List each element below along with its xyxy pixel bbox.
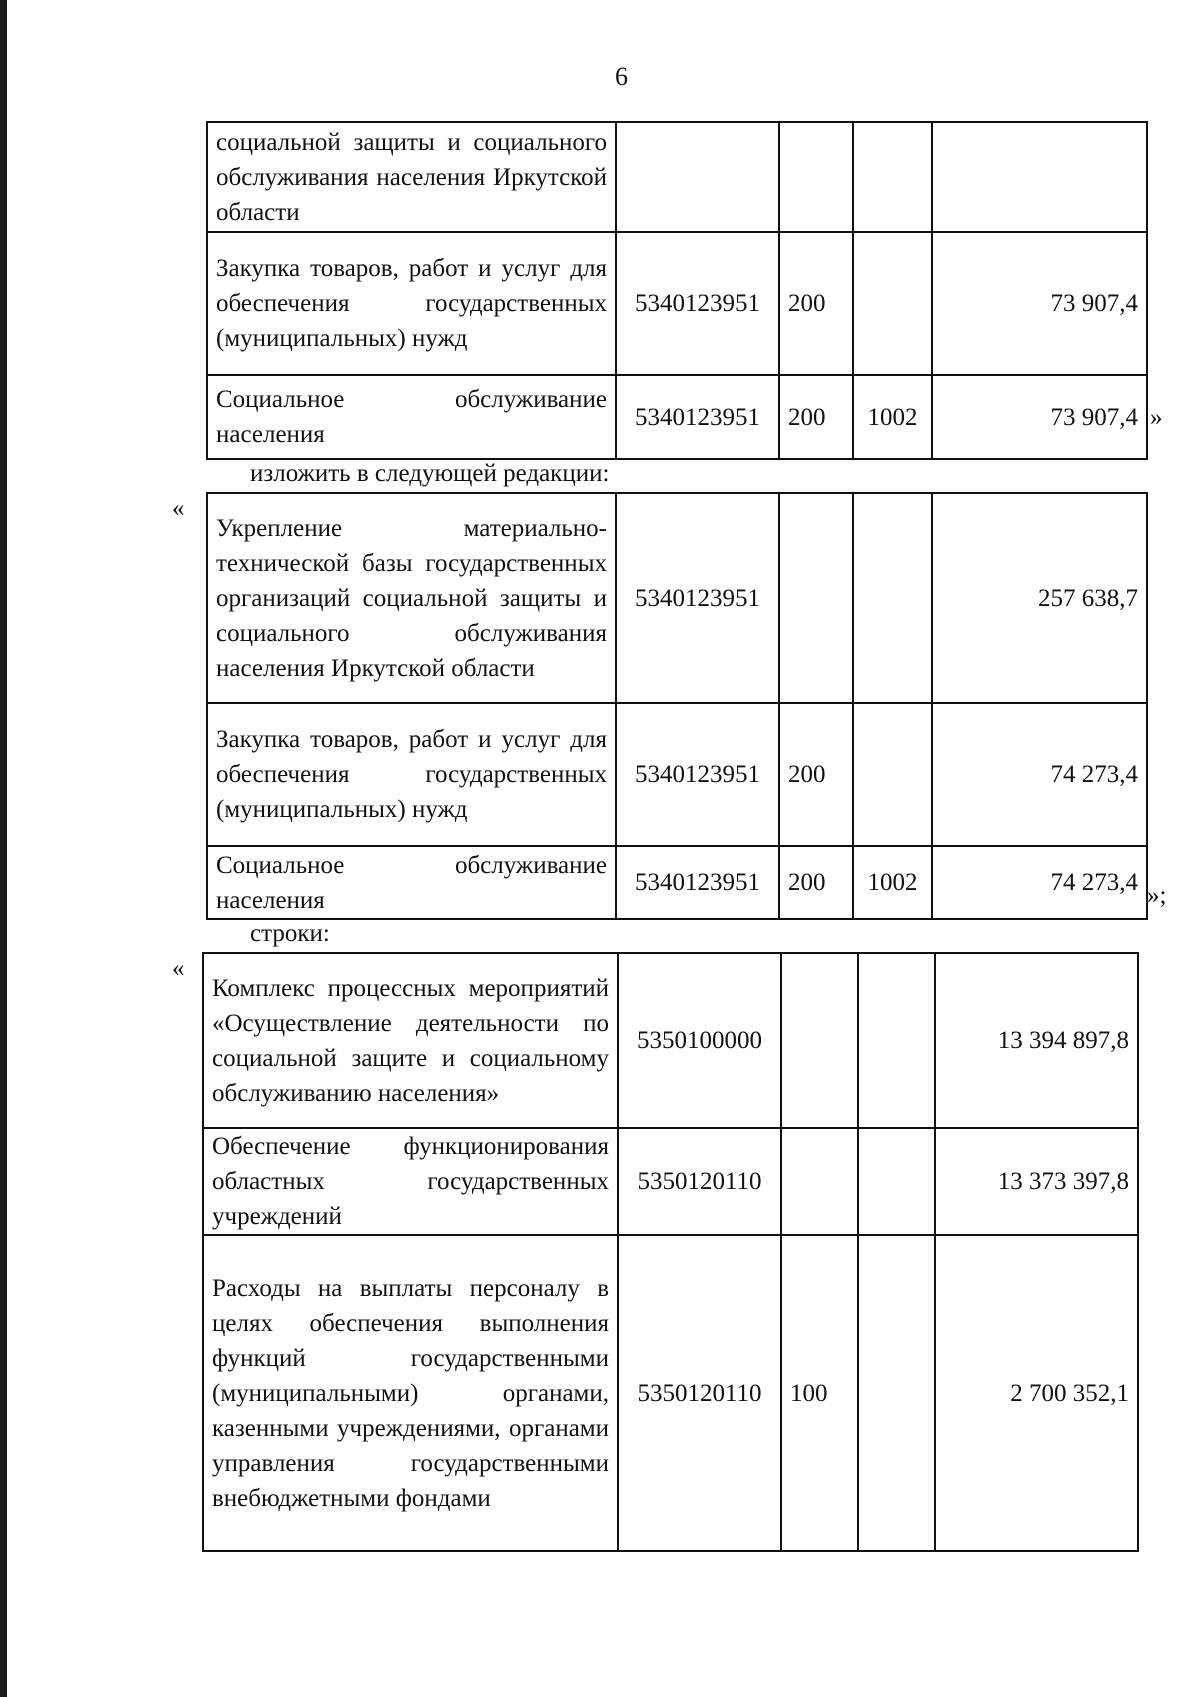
target-article-code: 5340123951	[616, 493, 779, 703]
table-rows	[202, 952, 1139, 1552]
section-code	[853, 122, 932, 232]
section-code	[858, 1128, 935, 1235]
amount: 74 273,4	[932, 703, 1147, 846]
closing-quote: »	[1150, 404, 1163, 431]
section-code	[858, 953, 935, 1128]
expense-type-code: 100	[781, 1235, 858, 1551]
expense-type-code: 200	[779, 703, 853, 846]
row-description: Социальное обслуживание населения	[207, 375, 616, 459]
closing-quote: »;	[1147, 882, 1167, 909]
section-code	[853, 232, 932, 375]
page-number: 6	[615, 62, 628, 91]
table-before	[206, 121, 1148, 460]
table-row	[203, 1128, 1138, 1235]
table-row	[207, 493, 1147, 703]
expense-type-code: 200	[779, 232, 853, 375]
target-article-code: 5350120110	[618, 1235, 781, 1551]
opening-quote: «	[172, 955, 185, 982]
table-row	[207, 232, 1147, 375]
row-description: Расходы на выплаты персоналу в целях обеспечения выполнения функций государственными (муниципальными) органами, казенными учреждениями, органами управления государственными внебюджетными фондами	[203, 1235, 618, 1551]
instruction-text: изложить в следующей редакции:	[250, 460, 610, 487]
expense-type-code	[779, 493, 853, 703]
section-code: 1002	[853, 846, 932, 919]
row-description: Обеспечение функционирования областных государственных учреждений	[203, 1128, 618, 1235]
row-description: Закупка товаров, работ и услуг для обеспечения государственных (муниципальных) нужд	[207, 232, 616, 375]
scan-edge	[0, 0, 7, 1697]
amount: 257 638,7	[932, 493, 1147, 703]
amount: 74 273,4	[932, 846, 1147, 919]
section-code	[853, 703, 932, 846]
amount: 13 373 397,8	[935, 1128, 1138, 1235]
row-description: Закупка товаров, работ и услуг для обеспечения государственных (муниципальных) нужд	[207, 703, 616, 846]
row-description: Укрепление материально-технической базы государственных организаций социальной защиты и социального обслуживания населения Иркутской области	[207, 493, 616, 703]
amount: 2 700 352,1	[935, 1235, 1138, 1551]
expense-type-code	[781, 1128, 858, 1235]
table-new-edition	[206, 492, 1148, 920]
amount: 13 394 897,8	[935, 953, 1138, 1128]
table-row	[203, 1235, 1138, 1551]
target-article-code: 5350100000	[618, 953, 781, 1128]
expense-type-code	[781, 953, 858, 1128]
amount	[932, 122, 1147, 232]
table-row	[207, 375, 1147, 459]
opening-quote: «	[172, 495, 185, 522]
expense-type-code: 200	[779, 375, 853, 459]
expense-type-code: 200	[779, 846, 853, 919]
target-article-code: 5340123951	[616, 232, 779, 375]
target-article-code	[616, 122, 779, 232]
section-code	[853, 493, 932, 703]
amount: 73 907,4	[932, 375, 1147, 459]
amount: 73 907,4	[932, 232, 1147, 375]
instruction-text: строки:	[250, 920, 330, 947]
target-article-code: 5340123951	[616, 375, 779, 459]
target-article-code: 5340123951	[616, 846, 779, 919]
target-article-code: 5340123951	[616, 703, 779, 846]
row-description: социальной защиты и социального обслуживания населения Иркутской области	[207, 122, 616, 232]
table-row	[203, 953, 1138, 1128]
table-row	[207, 122, 1147, 232]
table-row	[207, 703, 1147, 846]
section-code	[858, 1235, 935, 1551]
row-description: Комплекс процессных мероприятий «Осуществление деятельности по социальной защите и социальному обслуживанию населения»	[203, 953, 618, 1128]
expense-type-code	[779, 122, 853, 232]
table-row	[207, 846, 1147, 919]
row-description: Социальное обслуживание населения	[207, 846, 616, 919]
section-code: 1002	[853, 375, 932, 459]
target-article-code: 5350120110	[618, 1128, 781, 1235]
